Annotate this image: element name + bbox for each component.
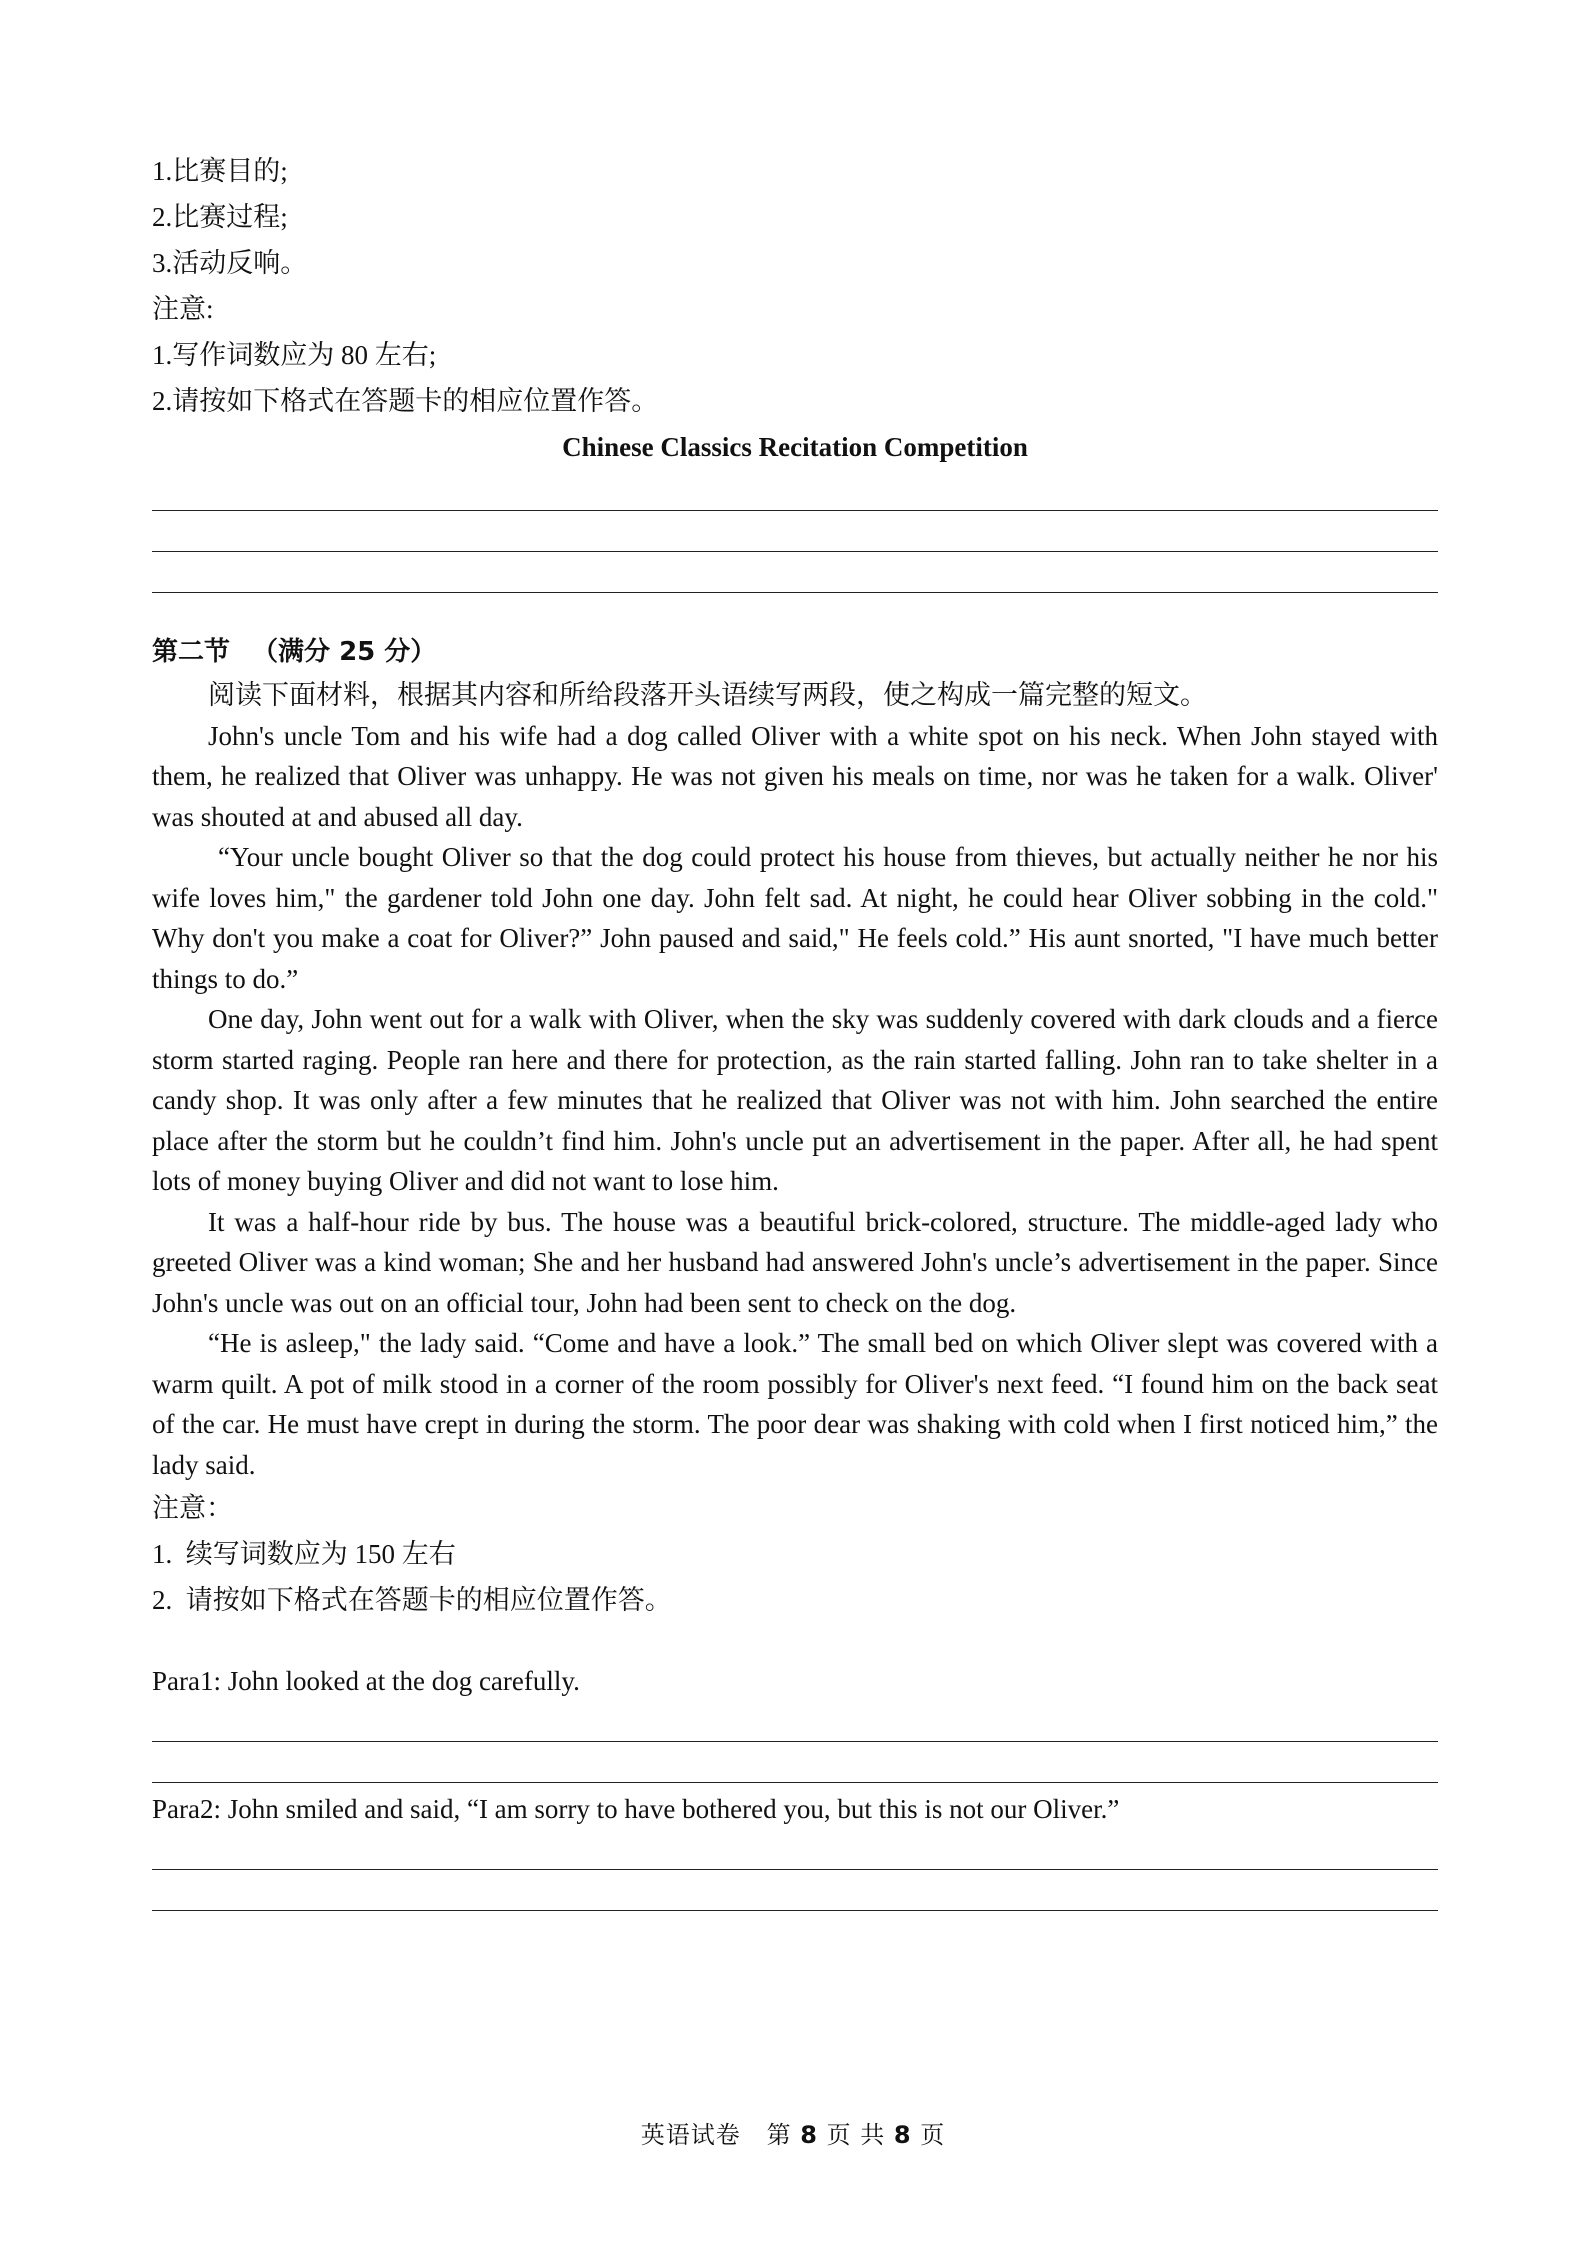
note-item: 2. 请按如下格式在答题卡的相应位置作答。 <box>152 1585 672 1615</box>
footer-page-prefix: 第 <box>766 2121 792 2149</box>
passage-paragraph: One day, John went out for a walk with Oliver, when the sky was suddenly covered with dark clouds and a fierce storm started raging. People ran here and there for protection, as the rain started falling. John ran to take shelter in a candy shop. It was only after a few minutes that he realized that Oliver was not with him. John searched the entire place after the storm but he couldn’t find him. John's uncle put an advertisement in the paper. After all, he had spent lots of money buying Oliver and did not want to lose him. <box>152 1004 1438 1196</box>
note-item: 1.写作词数应为 80 左右; <box>152 340 437 370</box>
answer-line <box>152 1701 1438 1742</box>
exam-page <box>152 148 1438 1911</box>
note-label: 注意： <box>152 1493 233 1523</box>
point-item: 3.活动反响。 <box>152 248 308 278</box>
reading-passage <box>152 716 1438 1486</box>
section-score: （满分 25 分） <box>252 637 437 667</box>
point-item: 2.比赛过程; <box>152 202 288 232</box>
answer-lines <box>152 470 1438 593</box>
note-item: 2.请按如下格式在答题卡的相应位置作答。 <box>152 386 659 416</box>
footer-page-total: 8 <box>893 2121 912 2149</box>
answer-line <box>152 552 1438 593</box>
answer-line <box>152 1870 1438 1911</box>
section-heading <box>152 629 1438 675</box>
passage-paragraph: John's uncle Tom and his wife had a dog called Oliver with a white spot on his neck. When John stayed with them, he realized that Oliver was unhappy. He was not given his meals on time, nor was he taken for a walk. Oliver' was shouted at and abused all day. <box>152 720 1438 832</box>
page-footer <box>0 2115 1586 2150</box>
footer-page-current: 8 <box>800 2121 818 2149</box>
answer-line <box>152 1742 1438 1783</box>
section-instruction: 阅读下面材料，根据其内容和所给段落开头语续写两段，使之构成一篇完整的短文。 <box>208 680 1207 710</box>
answer-line <box>152 511 1438 552</box>
passage-paragraph: “He is asleep," the lady said. “Come and have a look.” The small bed on which Oliver slept was covered with a warm quilt. A pot of milk stood in a corner of the room possibly for Oliver's next feed. “I found him on the back seat of the car. He must have crept in during the storm. The poor dear was shaking with cold when I first noticed him,” the lady said. <box>152 1328 1438 1480</box>
footer-page-mid: 页 共 <box>826 2121 886 2149</box>
passage-paragraph: It was a half-hour ride by bus. The house was a beautiful brick-colored, structure. The middle-aged lady who greeted Oliver was a kind woman; She and her husband had answered John's uncle’s advertisement in the paper. Since John's uncle was out on an official tour, John had been sent to check on the dog. <box>152 1206 1438 1318</box>
section-number: 第二节 <box>152 637 231 667</box>
point-item: 1.比赛目的; <box>152 156 288 186</box>
para2-prompt: Para2: John smiled and said, “I am sorry to have bothered you, but this is not our Oliver.” <box>152 1794 1120 1824</box>
note-item: 1. 续写词数应为 150 左右 <box>152 1539 456 1569</box>
answer-line <box>152 1829 1438 1870</box>
answer-line <box>152 470 1438 511</box>
para1-prompt: Para1: John looked at the dog carefully. <box>152 1666 580 1696</box>
passage-paragraph: “Your uncle bought Oliver so that the dog could protect his house from thieves, but actually neither he nor his wife loves him," the gardener told John one day. John felt sad. At night, he could hear Oliver sobbing in the cold." Why don't you make a coat for Oliver?” John paused and said," He feels cold.” His aunt snorted, "I have much better things to do.” <box>152 842 1438 994</box>
note-label: 注意: <box>152 294 214 324</box>
footer-subject: 英语试卷 <box>640 2121 741 2149</box>
footer-page-suffix: 页 <box>920 2121 946 2149</box>
writing-points <box>152 148 1438 286</box>
essay-title: Chinese Classics Recitation Competition <box>562 432 1028 462</box>
